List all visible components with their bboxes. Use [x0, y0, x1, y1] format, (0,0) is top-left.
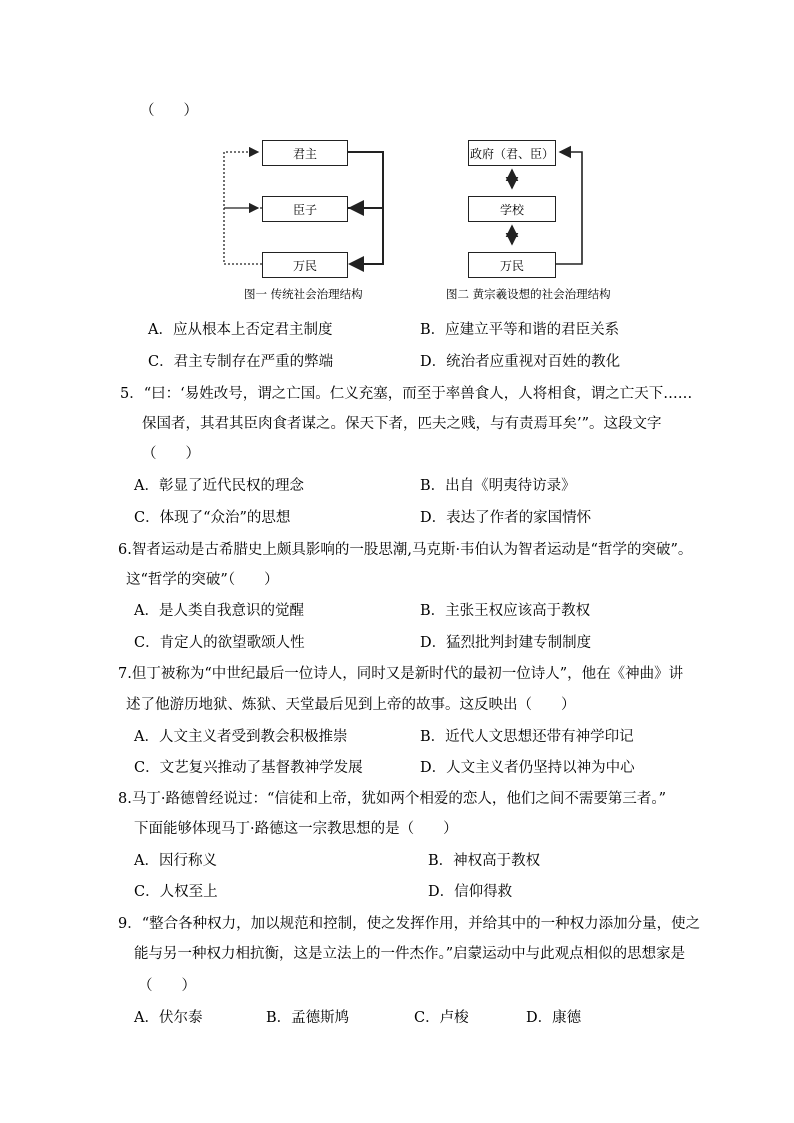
q5-option-c: C．体现了“众治”的思想: [134, 510, 291, 526]
fig1-monarch-box: 君主: [262, 140, 348, 166]
q9-option-a: A．伏尔泰: [134, 1010, 203, 1026]
q7-option-b: B．近代人文思想还带有神学印记: [420, 729, 634, 745]
q5-stem-line1: 5．“曰：‘易姓改号，谓之亡国。仁义充塞，而至于率兽食人，人将相食，谓之亡天下……: [120, 386, 693, 402]
q6-option-b: B．主张王权应该高于教权: [420, 603, 591, 619]
q6-stem-line1: 6.智者运动是古希腊史上颇具影响的一股思潮,马克斯·韦伯认为智者运动是“哲学的突破”。: [118, 542, 693, 558]
q7-stem-line1: 7.但丁被称为“中世纪最后一位诗人，同时又是新时代的最初一位诗人”，他在《神曲》讲: [118, 666, 684, 682]
q8-stem-line1: 8.马丁·路德曾经说过：“信徒和上帝，犹如两个相爱的恋人，他们之间不需要第三者。”: [118, 791, 667, 807]
q9-stem-line2: 能与另一种权力相抗衡，这是立法上的一件杰作。”启蒙运动中与此观点相似的思想家是: [134, 946, 686, 962]
q9-option-b: B．孟德斯鸠: [266, 1010, 350, 1026]
fig2-caption: 图二 黄宗羲设想的社会治理结构: [446, 287, 611, 301]
q9-option-c: C．卢梭: [414, 1010, 469, 1026]
q5-option-d: D．表达了作者的家国情怀: [420, 510, 592, 526]
q7-option-d: D．人文主义者仍坚持以神为中心: [420, 760, 635, 776]
q6-option-d: D．猛烈批判封建专制制度: [420, 635, 592, 651]
q6-option-a: A．是人类自我意识的觉醒: [134, 603, 304, 619]
governance-diagrams: [0, 0, 794, 320]
q8-stem-line2: 下面能够体现马丁·路德这一宗教思想的是（ ）: [134, 821, 458, 837]
q5-blank: （ ）: [142, 446, 200, 462]
q8-option-a: A．因行称义: [134, 853, 217, 869]
q4-option-d: D．统治者应重视对百姓的教化: [420, 354, 621, 370]
q7-option-c: C．文艺复兴推动了基督教神学发展: [134, 760, 363, 776]
fig2-government-box: 政府（君、臣）: [468, 140, 556, 166]
q4-option-a: A．应从根本上否定君主制度: [148, 322, 333, 338]
q7-stem-line2: 述了他游历地狱、炼狱、天堂最后见到上帝的故事。这反映出（ ）: [126, 697, 576, 713]
q4-option-b: B．应建立平等和谐的君臣关系: [420, 322, 620, 338]
fig1-solid-arrows: [346, 152, 383, 264]
q5-option-b: B．出自《明夷待访录》: [420, 478, 576, 494]
q7-option-a: A．人文主义者受到教会积极推崇: [134, 729, 348, 745]
fig1-dotted-arrows: [224, 152, 262, 264]
q4-option-c: C．君主专制存在严重的弊端: [148, 354, 334, 370]
q5-stem-line2: 保国者，其君其臣肉食者谋之。保天下者，匹夫之贱，与有责焉耳矣’”。这段文字: [142, 416, 662, 432]
q5-option-a: A．彰显了近代民权的理念: [134, 478, 304, 494]
q9-stem-line1: 9．“整合各种权力，加以规范和控制，使之发挥作用，并给其中的一种权力添加分量，使之: [118, 916, 701, 932]
q6-stem-line2: 这“哲学的突破”（ ）: [126, 572, 279, 588]
q6-option-c: C．肯定人的欲望歌颂人性: [134, 635, 305, 651]
q9-option-d: D．康德: [526, 1010, 582, 1026]
q8-option-c: C．人权至上: [134, 884, 218, 900]
fig1-caption: 图一 传统社会治理结构: [244, 287, 363, 301]
fig2-people-box: 万民: [468, 252, 556, 278]
q8-option-b: B．神权高于教权: [428, 853, 541, 869]
fig2-school-box: 学校: [468, 196, 556, 222]
q8-option-d: D．信仰得救: [428, 884, 513, 900]
fig1-people-box: 万民: [262, 252, 348, 278]
q9-blank: （ ）: [138, 978, 196, 994]
fig1-minister-box: 臣子: [262, 196, 348, 222]
question4-blank: （ ）: [140, 103, 198, 119]
